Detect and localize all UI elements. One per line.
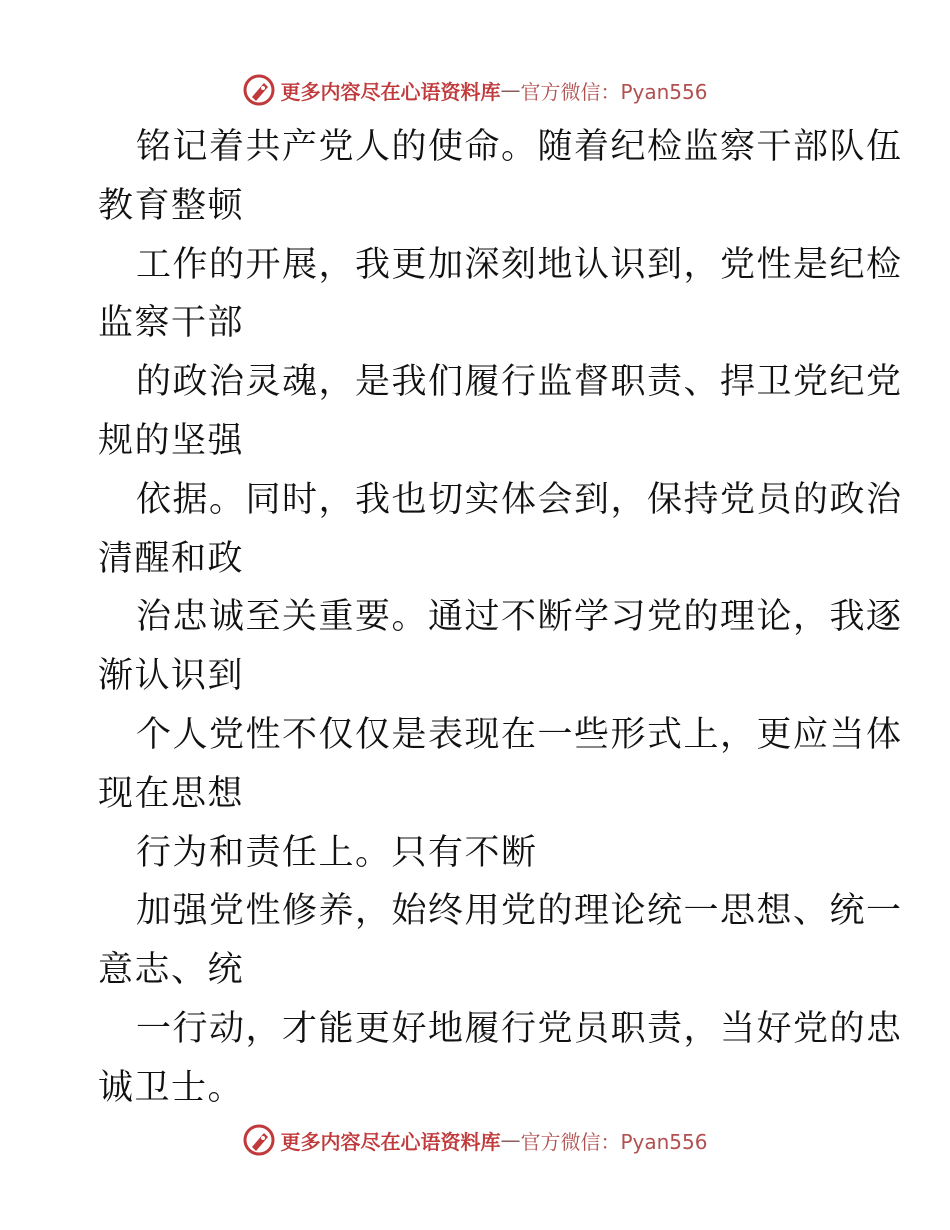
body-text-line: 治忠诚至关重要。通过不断学习党的理论，我逐 bbox=[136, 597, 903, 638]
body-text-line: 清醒和政 bbox=[98, 538, 245, 579]
banner-separator: — bbox=[500, 1128, 521, 1152]
pen-nib-logo-icon bbox=[242, 73, 276, 107]
body-text-line: 教育整顿 bbox=[98, 185, 245, 226]
banner-separator: — bbox=[500, 78, 521, 102]
body-text-line: 依据。同时，我也切实体会到，保持党员的政治 bbox=[136, 479, 903, 520]
body-text-line: 行为和责任上。只有不断 bbox=[136, 832, 538, 873]
body-text-line: 渐认识到 bbox=[98, 656, 245, 697]
banner-title: 更多内容尽在心语资料库 bbox=[280, 1129, 501, 1154]
body-text-line: 诚卫士。 bbox=[98, 1067, 245, 1108]
pen-nib-logo-icon bbox=[242, 1123, 276, 1157]
banner-title: 更多内容尽在心语资料库 bbox=[280, 79, 501, 104]
body-text-line: 现在思想 bbox=[98, 773, 245, 814]
body-text-line: 个人党性不仅仅是表现在一些形式上，更应当体 bbox=[136, 714, 903, 755]
body-text-line: 意志、统 bbox=[98, 950, 245, 991]
body-text-line: 加强党性修养，始终用党的理论统一思想、统一 bbox=[136, 891, 903, 932]
document-body bbox=[98, 118, 903, 1118]
body-text-line: 一行动，才能更好地履行党员职责，当好党的忠 bbox=[136, 1008, 903, 1049]
header-banner bbox=[0, 70, 950, 110]
banner-wechat: 官方微信：Pyan556 bbox=[520, 1129, 708, 1154]
body-text-line: 监察干部 bbox=[98, 303, 245, 344]
body-text-line: 的政治灵魂，是我们履行监督职责、捍卫党纪党 bbox=[136, 362, 903, 403]
body-text-line: 铭记着共产党人的使命。随着纪检监察干部队伍 bbox=[136, 127, 903, 167]
footer-banner bbox=[0, 1120, 950, 1160]
body-text-line: 规的坚强 bbox=[98, 420, 245, 461]
body-text-line: 工作的开展，我更加深刻地认识到，党性是纪检 bbox=[136, 244, 903, 285]
banner-wechat: 官方微信：Pyan556 bbox=[520, 79, 708, 104]
